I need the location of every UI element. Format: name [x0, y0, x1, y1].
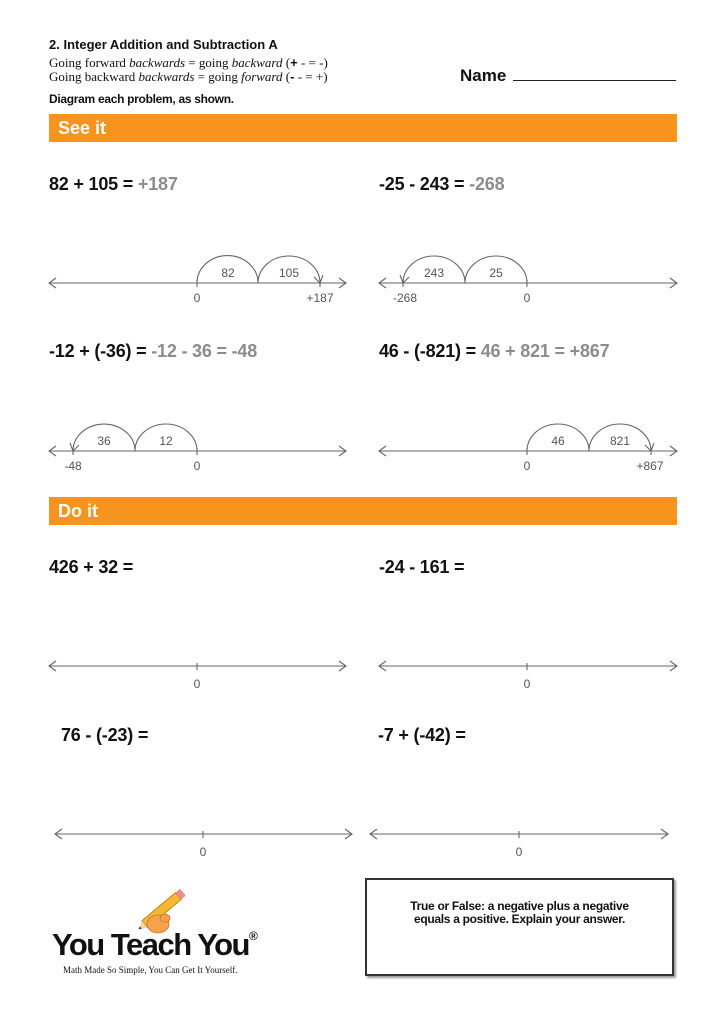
brand-logo: You Teach You® — [52, 927, 258, 962]
number-line-4 — [379, 424, 677, 456]
rule-backward: Going backward backwards = going forward (- - = +) — [49, 69, 328, 84]
end-label: -48 — [64, 459, 82, 473]
do-it-problem-1: 426 + 32 = — [49, 557, 134, 577]
hop-label: 82 — [221, 266, 235, 280]
number-line-3 — [49, 424, 346, 456]
zero-label: 0 — [193, 677, 201, 691]
hop-label: 12 — [159, 434, 173, 448]
hop-label: 25 — [489, 266, 503, 280]
number-line-8 — [370, 829, 668, 839]
hop-label: 243 — [423, 266, 445, 280]
hop-label: 46 — [551, 434, 565, 448]
see-it-problem-2: -25 - 243 = -268 — [379, 174, 505, 194]
zero-label: 0 — [193, 459, 201, 473]
end-label: -268 — [392, 291, 418, 305]
end-label: +867 — [636, 459, 664, 473]
do-it-banner — [49, 497, 677, 525]
zero-label: 0 — [193, 291, 201, 305]
zero-label: 0 — [523, 677, 531, 691]
see-it-problem-4: 46 - (-821) = 46 + 821 = +867 — [379, 341, 610, 361]
problem-answer: -12 - 36 = -48 — [151, 341, 258, 361]
zero-label: 0 — [523, 291, 531, 305]
true-false-prompt: True or False: a negative plus a negative equals a positive. Explain your answer. — [410, 899, 629, 926]
problem-answer: +187 — [137, 174, 178, 194]
hop-label: 821 — [609, 434, 631, 448]
number-line-1 — [49, 256, 346, 288]
do-it-problem-3: 76 - (-23) = — [61, 725, 149, 745]
true-false-box[interactable] — [365, 878, 674, 976]
end-label: +187 — [306, 291, 334, 305]
see-it-problem-1: 82 + 105 = +187 — [49, 174, 178, 194]
zero-label: 0 — [523, 459, 531, 473]
problem-answer: -268 — [469, 174, 505, 194]
brand-tagline: Math Made So Simple, You Can Get It Yourself. — [63, 965, 238, 975]
see-it-heading: See it — [58, 118, 107, 138]
rule-forward: Going forward backwards = going backward (+ - = -) — [49, 55, 328, 70]
do-it-problem-2: -24 - 161 = — [379, 557, 465, 577]
name-label: Name — [460, 66, 507, 85]
zero-label: 0 — [199, 845, 207, 859]
hop-label: 36 — [97, 434, 111, 448]
do-it-heading: Do it — [58, 501, 98, 521]
number-line-6 — [379, 661, 677, 671]
instruction-text: Diagram each problem, as shown. — [49, 92, 234, 106]
zero-label: 0 — [515, 845, 523, 859]
worksheet-title: 2. Integer Addition and Subtraction A — [49, 37, 278, 52]
registered-mark: ® — [248, 928, 258, 943]
do-it-problem-4: -7 + (-42) = — [378, 725, 466, 745]
see-it-problem-3: -12 + (-36) = -12 - 36 = -48 — [49, 341, 258, 361]
hop-label: 105 — [278, 266, 300, 280]
number-line-7 — [55, 829, 352, 839]
problem-answer: 46 + 821 = +867 — [480, 341, 610, 361]
number-line-5 — [49, 661, 346, 671]
